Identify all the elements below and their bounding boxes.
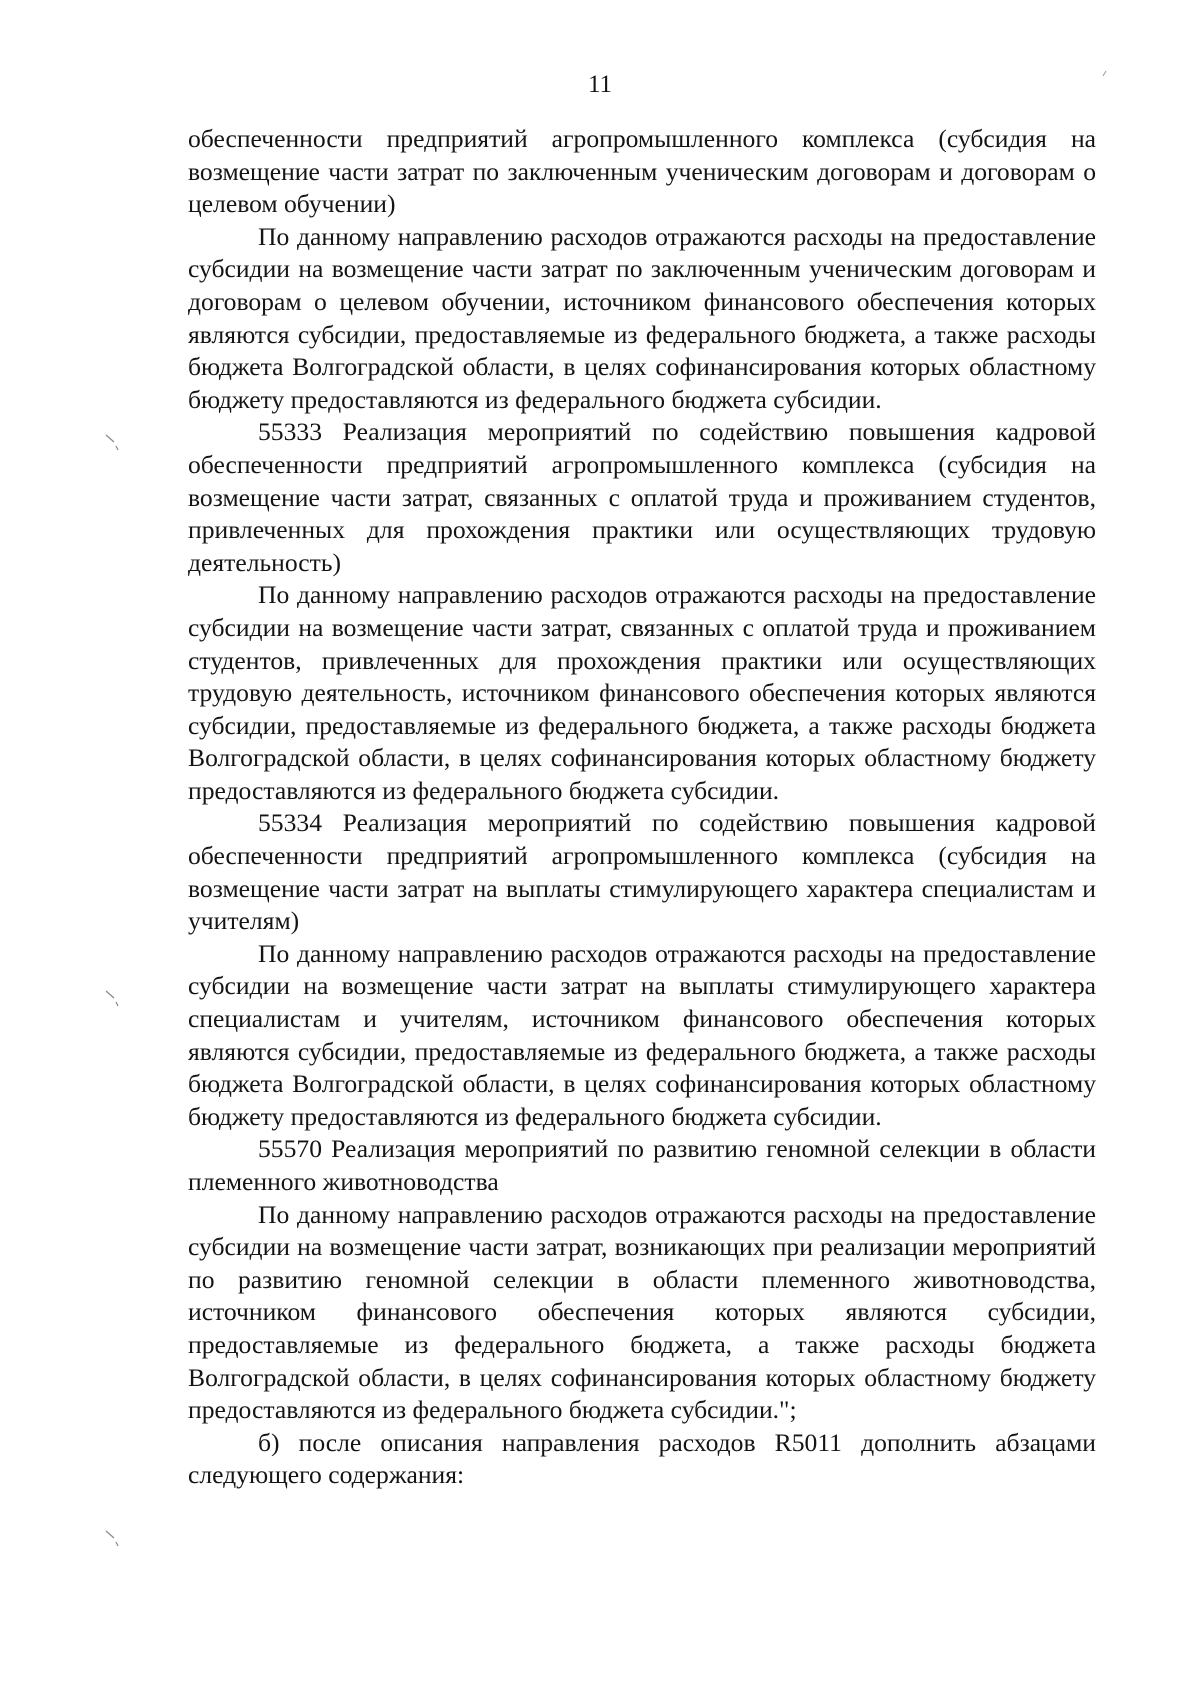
paragraph-description: По данному направлению расходов отражаются расходы на предоставление субсидии на возмещение части затрат, возникающих при реализации мероприятий по развитию геномной селекции в области племенного животноводства, источником финансового обеспечения которых являются субсидии, предоставляемые из федерального бюджета, а также расходы бюджета Волгоградской области, в целях софинансирования которых областному бюджету предоставляются из федерального бюджета субсидии.";	[188, 1199, 1096, 1425]
paragraph-heading-55570: 55570 Реализация мероприятий по развитию геномной селекции в области племенного животноводства	[188, 1134, 1096, 1196]
paragraph-description: По данному направлению расходов отражаются расходы на предоставление субсидии на возмещение части затрат на выплаты стимулирующего характера специалистам и учителям, источником финансового обеспечения которых являются субсидии, предоставляемые из федерального бюджета, а также расходы бюджета Волгоградской области, в целях софинансирования которых областному бюджету предоставляются из федерального бюджета субсидии.	[188, 938, 1096, 1131]
page-number: 11	[587, 71, 613, 98]
paragraph-description: По данному направлению расходов отражаются расходы на предоставление субсидии на возмещение части затрат, связанных с оплатой труда и проживанием студентов, привлеченных для прохождения практики или осуществляющих трудовую деятельность, источником финансового обеспечения которых являются субсидии, предоставляемые из федерального бюджета, а также расходы бюджета Волгоградской области, в целях софинансирования которых областному бюджету предоставляются из федерального бюджета субсидии.	[188, 580, 1096, 805]
scan-mark	[104, 988, 126, 1010]
document-body	[188, 123, 1096, 1492]
paragraph-heading-55334: 55334 Реализация мероприятий по содействию повышения кадровой обеспеченности предприятий агропромышленного комплекса (субсидия на возмещение части затрат на выплаты стимулирующего характера специалистам и учителям)	[188, 808, 1096, 936]
scan-mark	[1100, 68, 1110, 78]
scan-mark	[104, 1528, 126, 1550]
paragraph-heading-55333: 55333 Реализация мероприятий по содействию повышения кадровой обеспеченности предприятий агропромышленного комплекса (субсидия на возмещение части затрат, связанных с оплатой труда и проживанием студентов, привлеченных для прохождения практики или осуществляющих трудовую деятельность)	[188, 417, 1096, 577]
paragraph-amendment: б) после описания направления расходов R5011 дополнить абзацами следующего содержания:	[188, 1427, 1096, 1490]
paragraph-description: По данному направлению расходов отражаются расходы на предоставление субсидии на возмещение части затрат по заключенным ученическим договорам и договорам о целевом обучении, источником финансового обеспечения которых являются субсидии, предоставляемые из федерального бюджета, а также расходы бюджета Волгоградской области, в целях софинансирования которых областному бюджету предоставляются из федерального бюджета субсидии.	[188, 221, 1096, 414]
paragraph-continuation: обеспеченности предприятий агропромышленного комплекса (субсидия на возмещение части затрат по заключенным ученическим договорам и договорам о целевом обучении)	[188, 124, 1096, 219]
scan-mark	[104, 432, 126, 454]
